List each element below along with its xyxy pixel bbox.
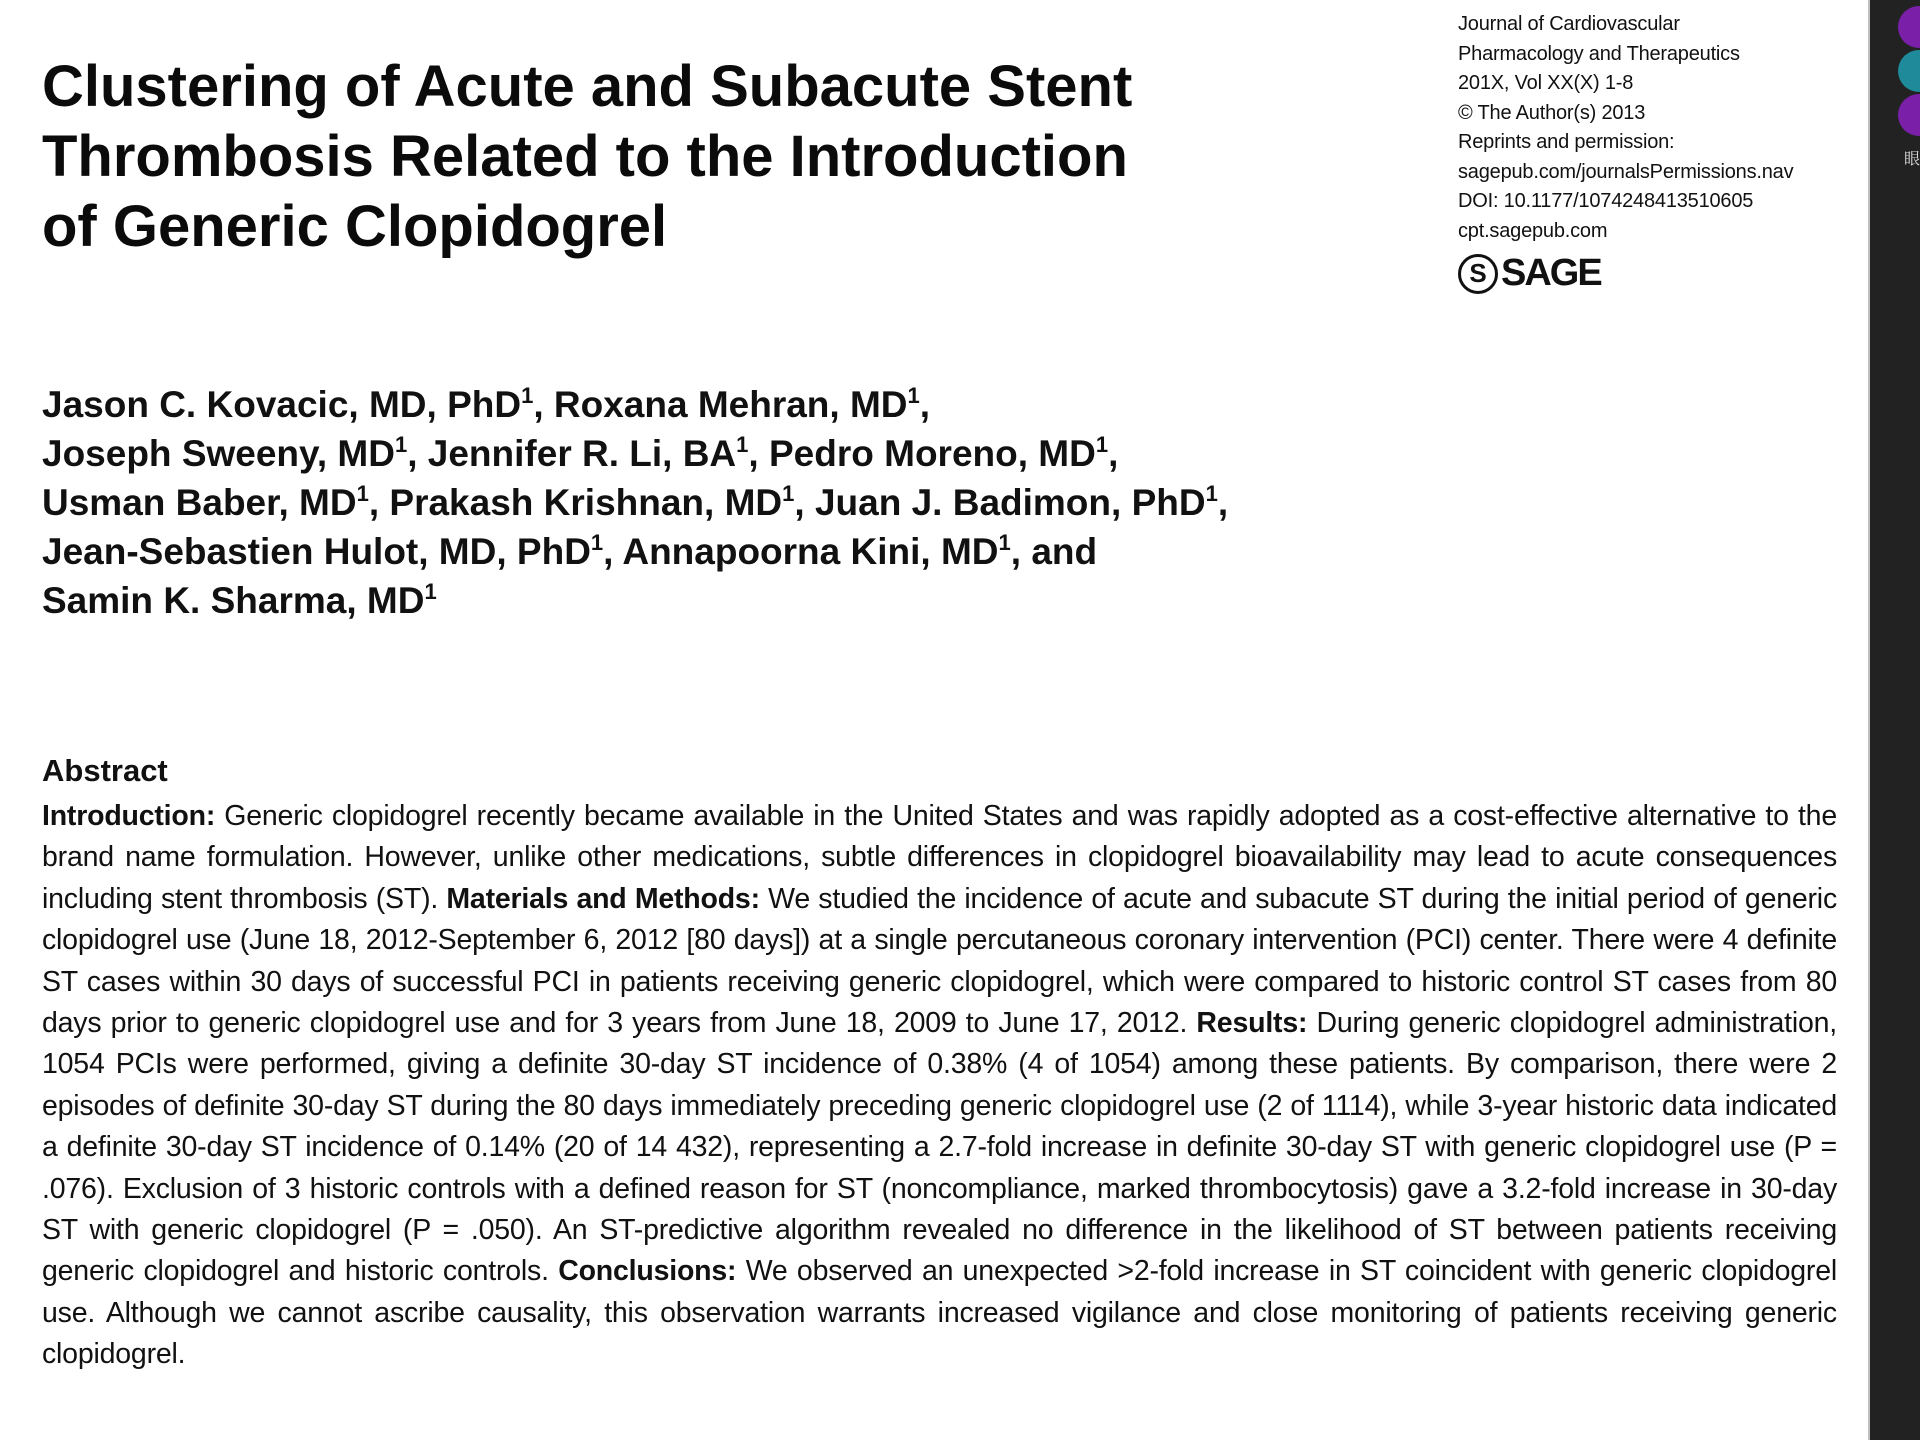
side-tab-button[interactable] xyxy=(1898,94,1920,136)
journal-line: sagepub.com/journalsPermissions.nav xyxy=(1458,160,1794,183)
author-separator: , and xyxy=(1010,531,1098,572)
journal-line: Journal of Cardiovascular xyxy=(1458,13,1680,35)
author-line xyxy=(42,527,1442,576)
affiliation-marker: 1 xyxy=(394,432,408,457)
journal-line: Reprints and permission: xyxy=(1458,131,1675,153)
author-separator: , xyxy=(533,384,554,425)
affiliation-marker: 1 xyxy=(736,432,749,457)
author-name: Annapoorna Kini, MD xyxy=(622,531,999,572)
abstract-heading: Abstract xyxy=(42,753,168,788)
author-name: Juan J. Badimon, PhD xyxy=(814,482,1206,523)
affiliation-marker: 1 xyxy=(590,530,604,555)
title-line: Thrombosis Related to the Introduction xyxy=(42,124,1128,189)
author-separator: , xyxy=(1108,433,1119,474)
author-name: Prakash Krishnan, MD xyxy=(389,482,783,523)
author-line xyxy=(42,429,1442,478)
author-name: Usman Baber, MD xyxy=(42,482,357,523)
author-line xyxy=(42,478,1442,527)
journal-line: Pharmacology and Therapeutics xyxy=(1458,42,1740,65)
sage-wordmark: SAGE xyxy=(1501,252,1601,295)
affiliation-marker: 1 xyxy=(998,530,1011,555)
side-glyph: 眼 xyxy=(1904,149,1920,168)
author-name: Jean-Sebastien Hulot, MD, PhD xyxy=(42,531,591,572)
abstract-section-label: Results: xyxy=(1196,1007,1308,1040)
sage-logo xyxy=(1458,254,1858,294)
affiliation-marker: 1 xyxy=(1095,432,1109,457)
affiliation-marker: 1 xyxy=(424,579,437,604)
affiliation-marker: 1 xyxy=(1205,481,1218,506)
author-separator: , xyxy=(748,433,769,474)
side-tab-button[interactable] xyxy=(1898,6,1920,48)
author-separator: , xyxy=(368,482,390,523)
side-toolbar xyxy=(1900,0,1920,140)
author-separator: , xyxy=(919,384,931,425)
author-line xyxy=(42,576,1442,625)
title-line: of Generic Clopidogrel xyxy=(42,194,668,259)
journal-line: 201X, Vol XX(X) 1-8 xyxy=(1458,72,1634,94)
affiliation-marker: 1 xyxy=(907,383,920,408)
abstract-section-text: We studied the incidence of acute and subacute ST during the initial period of generic clopidogrel use (June 18, 2012-September 6, 2012 [80 days]) at a single percutaneous coronary intervention (PCI) center. There were 4 definite ST cases within 30 days of successful PCI in patients receiving generic clopidogrel, which were compared to historic control ST cases from 80 days prior to generic clopidogrel use and for 3 years from June 18, 2009 to June 17, 2012. xyxy=(42,882,1837,1040)
abstract-section-label: Materials and Methods: xyxy=(446,882,760,915)
sage-s-icon: S xyxy=(1458,254,1498,294)
abstract-section-text: Generic clopidogrel recently became available in the United States and was rapidly adopted as a cost-effective alternative to the brand name formulation. However, unlike other medications, subtle differences in clopidogrel bioavailability may lead to acute consequences including stent thrombosis (ST). xyxy=(42,800,1837,915)
journal-line: © The Author(s) 2013 xyxy=(1458,101,1646,124)
side-tab-button[interactable] xyxy=(1898,50,1920,92)
author-name: Jennifer R. Li, BA xyxy=(427,433,737,474)
affiliation-marker: 1 xyxy=(782,481,795,506)
abstract-section-label: Conclusions: xyxy=(558,1255,737,1288)
abstract-section-text: We observed an unexpected >2-fold increase in ST coincident with generic clopidogrel use. Although we cannot ascribe causality, this observation warrants increased vigilance and close monitoring of patients receiving generic clopidogrel. xyxy=(42,1255,1838,1371)
journal-line: DOI: 10.1177/1074248413510605 xyxy=(1458,190,1754,212)
abstract-section-text: During generic clopidogrel administration, 1054 PCIs were performed, giving a definite 30-day ST incidence of 0.38% (4 of 1054) among these patients. By comparison, there were 2 episodes of definite 30-day ST during the 80 days immediately preceding generic clopidogrel use (2 of 1114), while 3-year historic data indicated a definite 30-day ST incidence of 0.14% (20 of 14 432), representing a 2.7-fold increase in definite 30-day ST with generic clopidogrel use (P = .076). Exclusion of 3 historic controls with a defined reason for ST (noncompliance, marked thrombocytosis) gave a 3.2-fold increase in 30-day ST with generic clopidogrel (P = .050). An ST-predictive algorithm revealed no difference in the likelihood of ST between patients receiving generic clopidogrel and historic controls. xyxy=(42,1007,1837,1288)
author-name: Pedro Moreno, MD xyxy=(768,433,1096,474)
journal-line: cpt.sagepub.com xyxy=(1458,219,1608,242)
affiliation-marker: 1 xyxy=(521,383,534,408)
author-name: Jason C. Kovacic, MD, PhD xyxy=(42,384,522,425)
author-separator: , xyxy=(603,531,623,572)
author-name: Samin K. Sharma, MD xyxy=(42,580,425,621)
author-list xyxy=(42,380,1442,625)
author-separator: , xyxy=(407,433,428,474)
author-separator: , xyxy=(1217,482,1229,523)
affiliation-marker: 1 xyxy=(356,481,369,506)
author-name: Joseph Sweeny, MD xyxy=(42,433,395,474)
author-name: Roxana Mehran, MD xyxy=(553,384,908,425)
author-line xyxy=(42,380,1442,429)
journal-info xyxy=(1458,10,1858,294)
abstract xyxy=(42,752,1837,1376)
paper-title xyxy=(42,52,1342,262)
author-separator: , xyxy=(794,482,815,523)
title-line: Clustering of Acute and Subacute Stent xyxy=(42,54,1133,119)
abstract-body xyxy=(42,796,1837,1376)
abstract-section-label: Introduction: xyxy=(42,800,216,832)
